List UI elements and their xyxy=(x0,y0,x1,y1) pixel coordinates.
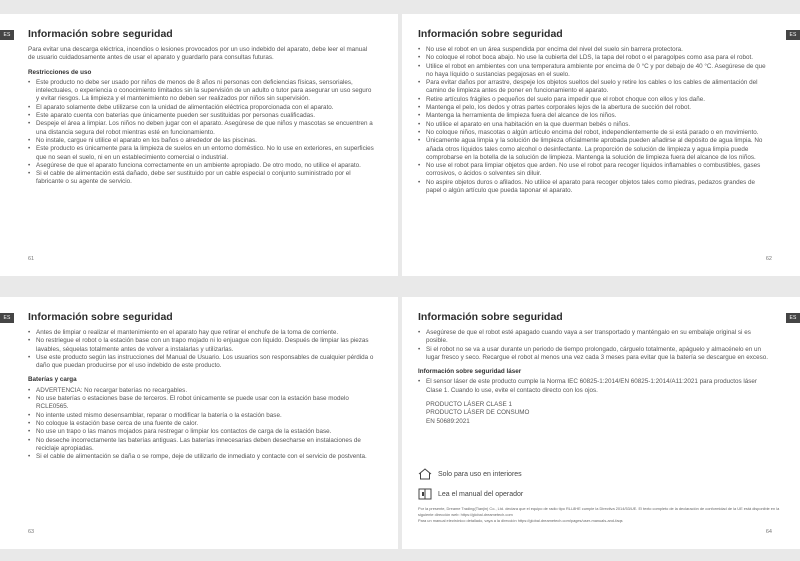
list-item: • No use el robot en un área suspendida por encima del nivel del suelo sin barrera protectora. xyxy=(418,46,772,54)
bullet-list xyxy=(418,378,772,395)
list-item: • No coloque el robot boca abajo. No use la cubierta del LDS, la tapa del robot o el paragolpes como asa para el robot. xyxy=(418,54,772,62)
section-heading: Baterías y carga xyxy=(28,376,77,384)
page-62 xyxy=(402,14,800,276)
page-title: Información sobre seguridad xyxy=(28,311,173,323)
list-item: • Este producto no debe ser usado por niños de menos de 8 años ni personas con deficiencias físicas, sensoriales, intelectuales, o experiencia o conocimiento limitados sin la supervisión de un adulto o tutor para asegurar un uso seguro y evitar riesgos. La limpieza y el mantenimiento no deben ser realizados por niños sin supervisión. xyxy=(28,79,374,104)
section-heading: Información sobre seguridad láser xyxy=(418,368,522,376)
page-title: Información sobre seguridad xyxy=(418,28,563,40)
list-item: • Mantenga el pelo, los dedos y otras partes corporales lejos de la abertura de succión del robot. xyxy=(418,104,772,112)
page-number: 61 xyxy=(28,256,35,262)
language-tab: ES xyxy=(0,30,14,40)
laser-compliance-text: • El sensor láser de este producto cumple la Norma IEC 60825-1:2014/EN 60825-1:2014/A11:2021 para productos láser Clase 1. Cuando lo use, evite el contacto directo con los ojos. xyxy=(426,378,758,394)
page-title: Información sobre seguridad xyxy=(28,28,173,40)
page-64 xyxy=(402,297,800,549)
page-content xyxy=(28,46,374,193)
footnote xyxy=(418,506,780,523)
list-item: • Despeje el área a limpiar. Los niños no deben jugar con el aparato. Asegúrese de que niños y mascotas se encuentren a una distancia segura del robot mientras esté en funcionamiento. xyxy=(28,120,374,137)
read-manual-row xyxy=(418,488,523,500)
list-item: • No deseche incorrectamente las baterías antiguas. Las baterías innecesarias deben desecharse en instalaciones de reciclaje apropiadas. xyxy=(28,437,374,454)
list-item: • No use el robot para limpiar objetos que arden. No use el robot para recoger líquidos inflamables o combustibles, gases corrosivos, o ácidos o solventes sin diluir. xyxy=(418,162,772,179)
list-item: • No coloque la estación base cerca de una fuente de calor. xyxy=(28,420,374,428)
indoor-use-label: Solo para uso en interiores xyxy=(438,470,522,478)
list-item: • No utilice el aparato en una habitación en la que duerman bebés o niños. xyxy=(418,121,772,129)
list-item: • Asegúrese de que el robot esté apagado cuando vaya a ser transportado y manténgalo en su embalaje original si es posible. xyxy=(418,329,772,346)
indoor-use-row xyxy=(418,468,522,480)
list-item: • No aspire objetos duros o afilados. No utilice el aparato para recoger objetos tales como piedras, pedazos grandes de papel o algún artículo que pueda taponar el aparato. xyxy=(418,179,772,196)
list-item: • Mantenga la herramienta de limpieza fuera del alcance de los niños. xyxy=(418,112,772,120)
page-number: 63 xyxy=(28,529,35,535)
declaration-text: Por la presente, Dreame Trading(Tianjin) Co., Ltd. declara que el equipo de radio tipo RLL8HE cumple la Directiva 2014/53/UE. El texto completo de la declaración de conformidad de la UE está disponible en la siguiente dirección web: https://global.dreametech.com xyxy=(418,506,780,517)
manual-book-icon xyxy=(418,488,432,500)
language-tab: ES xyxy=(786,313,800,323)
page-number: 62 xyxy=(765,256,772,262)
list-item: • Únicamente agua limpia y la solución de limpieza oficialmente aprobada pueden añadirse al depósito de agua limpia. No añada otros líquidos tales como alcohol o desinfectante. La proporción de solución de limpieza y agua limpia puede comprobarse en la botella de la solución de limpieza. Mantenga la solución de limpieza fuera del alcance de los niños. xyxy=(418,137,772,162)
list-item: • Este producto es únicamente para la limpieza de suelos en un entorno doméstico. No lo use en exteriores, en superficies que no sean el suelo, ni en un establecimiento comercial o industrial. xyxy=(28,145,374,162)
list-item: • ADVERTENCIA: No recargar baterías no recargables. xyxy=(28,387,374,395)
page-content xyxy=(418,46,772,201)
laser-label-line: PRODUCTO LÁSER CLASE 1 xyxy=(426,401,512,409)
laser-label-line: PRODUCTO LÁSER DE CONSUMO xyxy=(426,409,530,417)
bullet-list xyxy=(28,79,374,187)
laser-label-line: EN 50689:2021 xyxy=(426,417,470,425)
language-tab: ES xyxy=(0,313,14,323)
laser-class-labels xyxy=(418,401,772,426)
list-item: • Este aparato cuenta con baterías que únicamente pueden ser sustituidas por personas cualificadas. xyxy=(28,112,374,120)
page-content xyxy=(28,329,374,467)
list-item: • Retire artículos frágiles o pequeños del suelo para impedir que el robot choque con ellos y los dañe. xyxy=(418,96,772,104)
page-63 xyxy=(0,297,398,549)
intro-paragraph: Para evitar una descarga eléctrica, incendios o lesiones provocados por un uso indebido del aparato, debe leer el manual de usuario cuidadosamente antes de usar el aparato y guardarlo para consultas futuras. xyxy=(28,46,368,62)
list-item: • Si el cable de alimentación está dañado, debe ser sustituido por un cable especial o conjunto suministrado por el fabricante o su agente de servicio. xyxy=(28,170,374,187)
list-item: • El aparato solamente debe utilizarse con la unidad de alimentación eléctrica proporcionada con el aparato. xyxy=(28,104,374,112)
list-item: • No restriegue el robot o la estación base con un trapo mojado ni lo enjuague con líquido. Después de limpiar las piezas lavables, séquelas totalmente antes de volver a instalarlas y utilizarlas. xyxy=(28,337,374,354)
list-item: • Use este producto según las instrucciones del Manual de Usuario. Los usuarios son responsables de cualquier pérdida o daño que puedan producirse por el uso indebido de este producto. xyxy=(28,354,374,371)
read-manual-label: Lea el manual del operador xyxy=(438,490,524,498)
bullet-list xyxy=(418,329,772,362)
section-heading: Restricciones de uso xyxy=(28,68,92,76)
list-item: • No instale, cargue ni utilice el aparato en los baños o alrededor de las piscinas. xyxy=(28,137,374,145)
list-item: • Si el robot no se va a usar durante un periodo de tiempo prolongado, cárguelo totalmente, apáguelo y almacénelo en un lugar fresco y seco. Recargue el robot al menos una vez cada 3 meses para evitar que la batería se descargue en exceso. xyxy=(418,346,772,363)
page-content xyxy=(418,329,772,426)
list-item xyxy=(418,378,772,395)
page-number: 64 xyxy=(765,529,772,535)
bullet-list xyxy=(28,387,374,462)
list-item: • Si el cable de alimentación se daña o se rompe, deje de utilizarlo de inmediato y contacte con el servicio de postventa. xyxy=(28,453,374,461)
page-61 xyxy=(0,14,398,276)
bullet-list xyxy=(28,329,374,370)
page-title: Información sobre seguridad xyxy=(418,311,563,323)
language-tab: ES xyxy=(786,30,800,40)
list-item: • Antes de limpiar o realizar el mantenimiento en el aparato hay que retirar el enchufe de la toma de corriente. xyxy=(28,329,374,337)
house-icon xyxy=(418,468,432,480)
list-item: • No use baterías o estaciones base de terceros. El robot únicamente se puede usar con la estación base modelo RCLE0565. xyxy=(28,395,374,412)
list-item: • Para evitar daños por arrastre, despeje los objetos sueltos del suelo y retire los cables o los cables de alimentación del camino de limpieza antes de poner en funcionamiento el aparato. xyxy=(418,79,772,96)
list-item: • No coloque niños, mascotas o algún artículo encima del robot, independientemente de si está parado o en movimiento. xyxy=(418,129,772,137)
list-item: • No use un trapo o las manos mojados para restregar o limpiar los contactos de carga de la estación base. xyxy=(28,428,374,436)
manual-link-text: Para un manual electrónico detallado, vaya a la dirección https://global.dreametech.com/pages/user-manuals-and-faqs xyxy=(418,517,623,523)
bullet-list xyxy=(418,46,772,195)
list-item: • Utilice el robot en ambientes con una temperatura ambiente por encima de 0 °C y por debajo de 40 °C. Asegúrese de que no haya líquido o sustancias pegajosas en el suelo. xyxy=(418,63,772,80)
list-item: • Asegúrese de que el aparato funciona correctamente en un ambiente apropiado. De otro modo, no utilice el aparato. xyxy=(28,162,374,170)
list-item: • No intente usted mismo desensamblar, reparar o modificar la batería o la estación base. xyxy=(28,412,374,420)
